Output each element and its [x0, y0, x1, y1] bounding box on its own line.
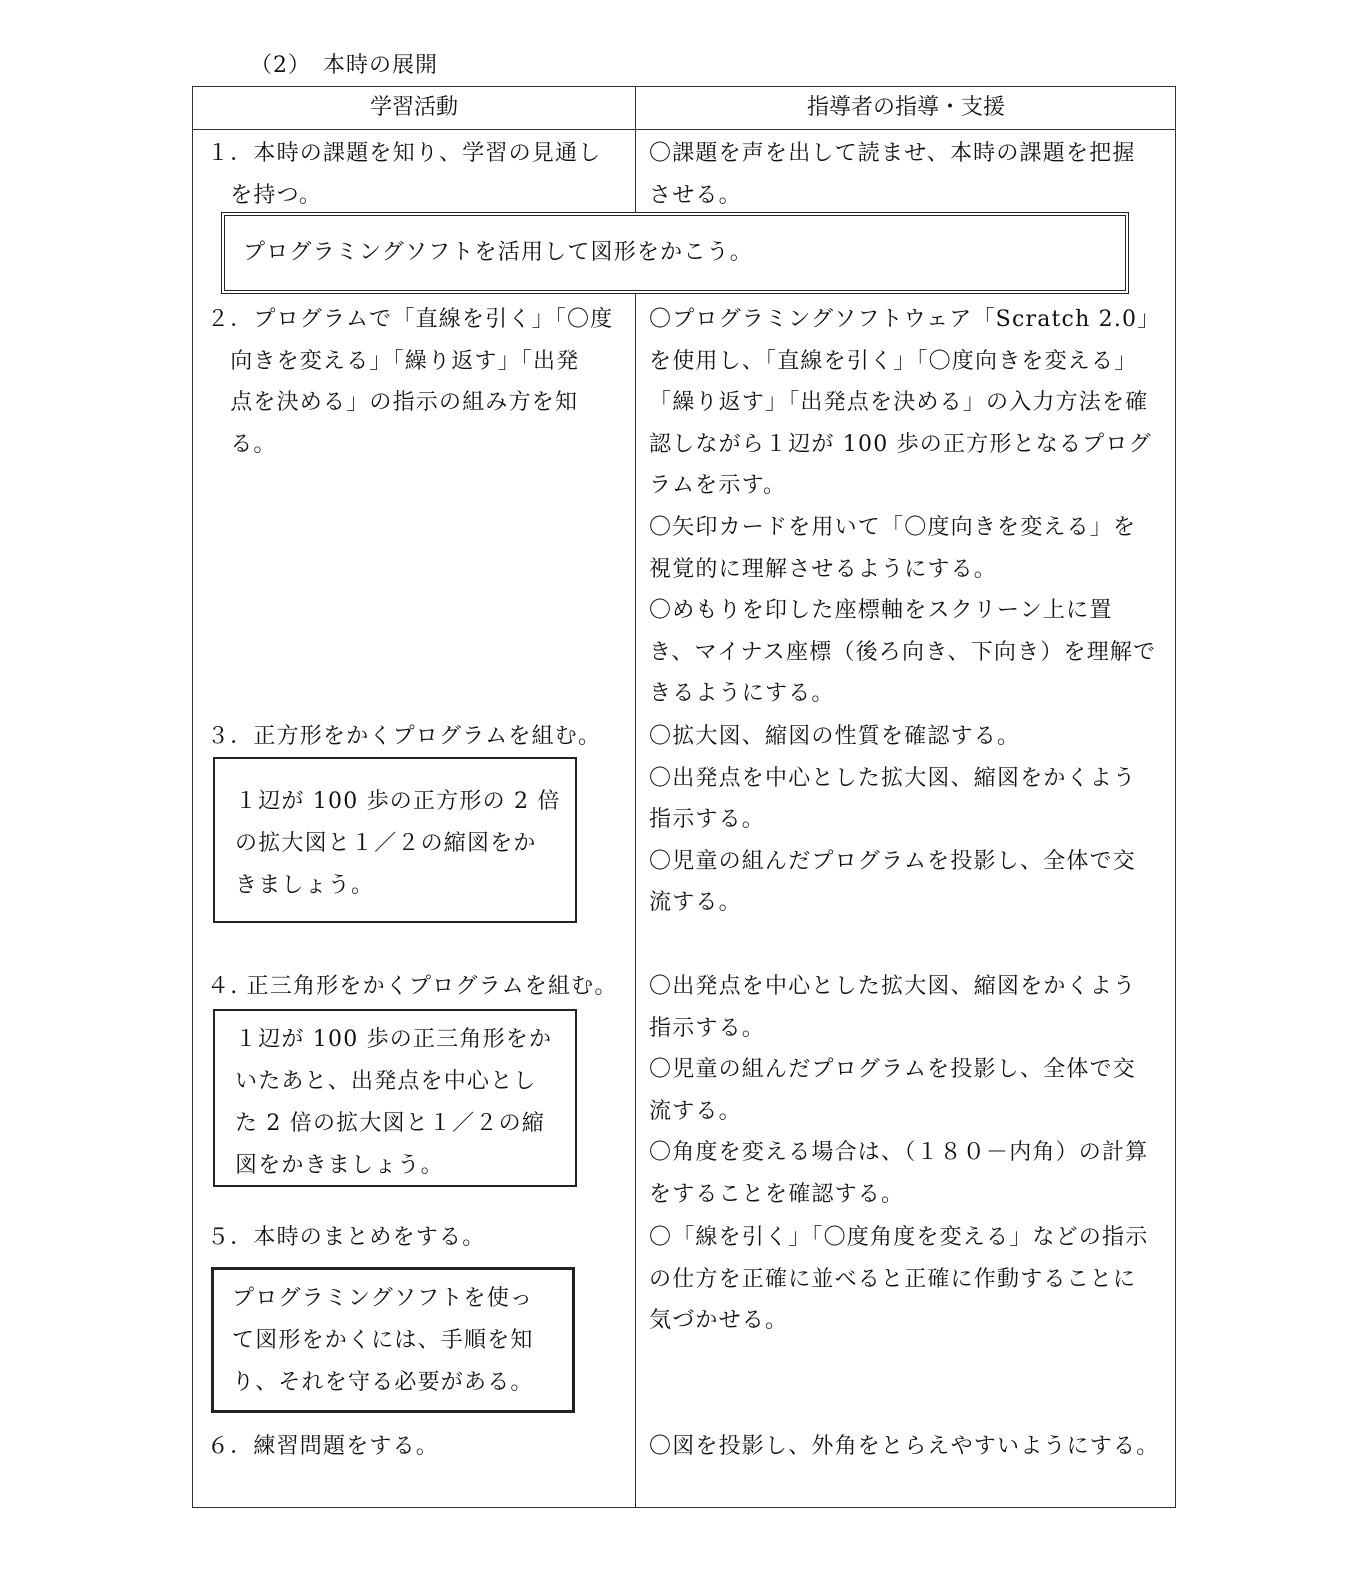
activity-3-task-box	[213, 757, 577, 923]
lesson-summary-box	[211, 1267, 575, 1413]
support-2: 〇プログラミングソフトウェア「Scratch 2.0」 を使用し、「直線を引く」「〇度向きを変える」 「繰り返す」「出発点を決める」の入力方法を確 認しながら１辺が 100 歩の正方形となるプログ ラムを示す。 〇矢印カードを用いて「〇度向きを変える」を 視覚的に理解させるようにする。 〇めもりを印した座標軸をスクリーン上に置 き、マイナス座標（後ろ向き、下向き）を理解で きるようにする。	[649, 307, 1161, 707]
header-teacher-support: 指導者の指導・支援	[806, 95, 1005, 120]
lesson-summary-text: プログラミングソフトを使っ て図形をかくには、手順を知 り、それを守る必要がある。	[232, 1286, 534, 1395]
support-3: 〇拡大図、縮図の性質を確認する。 〇出発点を中心とした拡大図、縮図をかくよう 指示する。 〇児童の組んだプログラムを投影し、全体で交 流する。	[649, 724, 1137, 916]
activity-1: １．本時の課題を知り、学習の見通し を持つ。	[207, 141, 602, 208]
activity-2: ２．プログラムで「直線を引く」「〇度 向きを変える」「繰り返す」「出発 点を決める」の指示の組み方を知 る。	[207, 307, 614, 457]
activity-3: ３．正方形をかくプログラムを組む。	[207, 724, 602, 749]
support-6: 〇図を投影し、外角をとらえやすいようにする。	[649, 1434, 1160, 1459]
activity-3-task-text: １辺が 100 歩の正方形の 2 倍 の拡大図と１／２の縮図をか きましょう。	[235, 789, 561, 898]
activity-4: ４. 正三角形をかくプログラムを組む。	[207, 974, 618, 999]
header-divider	[193, 129, 1175, 130]
activity-5: ５．本時のまとめをする。	[207, 1225, 486, 1250]
support-1: 〇課題を声を出して読ませ、本時の課題を把握 させる。	[649, 141, 1136, 208]
activity-4-task-box	[213, 1009, 577, 1187]
lesson-task-box	[221, 212, 1129, 294]
support-5: 〇「線を引く」「〇度角度を変える」などの指示 の仕方を正確に並べると正確に作動することに 気づかせる。	[649, 1225, 1149, 1334]
section-heading: （2） 本時の展開	[250, 53, 438, 78]
column-divider	[635, 87, 636, 1507]
activity-4-task-text: １辺が 100 歩の正三角形をか いたあと、出発点を中心とし た 2 倍の拡大図と１／２の縮 図をかきましょう。	[235, 1027, 553, 1178]
support-4: 〇出発点を中心とした拡大図、縮図をかくよう 指示する。 〇児童の組んだプログラムを投影し、全体で交 流する。 〇角度を変える場合は、（１８０－内角）の計算 をすることを確認する。	[649, 974, 1149, 1207]
activity-6: ６．練習問題をする。	[207, 1434, 440, 1459]
lesson-plan-table	[192, 86, 1176, 1508]
header-learning-activity: 学習活動	[369, 95, 458, 120]
lesson-task-text: プログラミングソフトを活用して図形をかこう。	[243, 240, 753, 265]
